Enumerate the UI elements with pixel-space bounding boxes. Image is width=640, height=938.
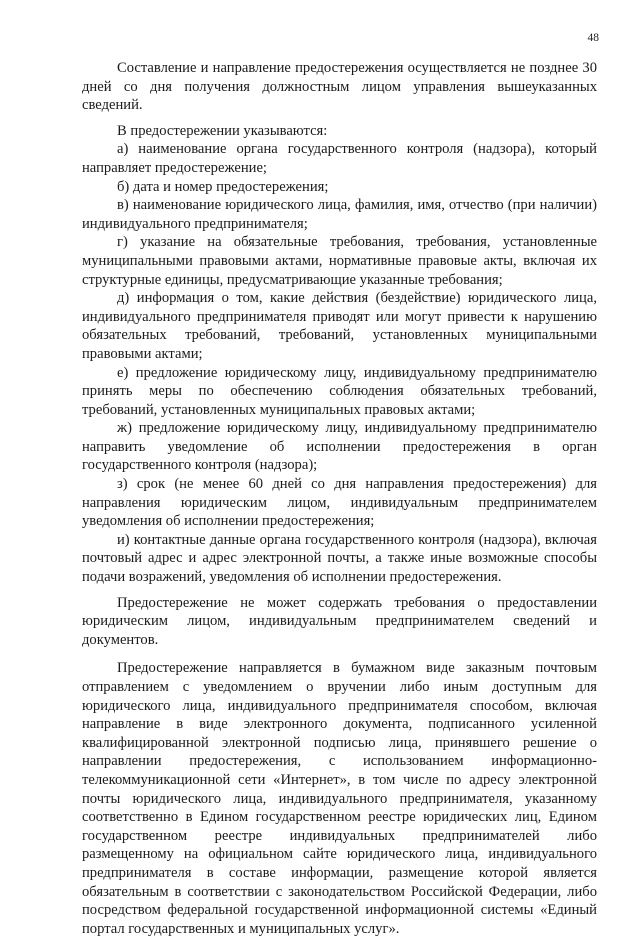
list-item-a: а) наименование органа государственного контроля (надзора), который направляет предостережение; bbox=[82, 141, 597, 176]
list-item-d: д) информация о том, какие действия (бездействие) юридического лица, индивидуального предпринимателя приводят или могут привести к нарушению обязательных требований, требований, установленных муниципальными правовыми актами; bbox=[82, 290, 597, 362]
document-body bbox=[82, 59, 597, 938]
paragraph-restriction: Предостережение не может содержать требования о предоставлении юридическим лицом, индивидуальным предпринимателем сведений и документов. bbox=[82, 594, 597, 648]
list-item-v: в) наименование юридического лица, фамилия, имя, отчество (при наличии) индивидуального предпринимателя; bbox=[82, 197, 597, 232]
paragraph-delivery: Предостережение направляется в бумажном виде заказным почтовым отправлением с уведомлением о вручении либо иным доступным для юридического лица, индивидуального предпринимателя способом, включая направление в виде электронного документа, подписанного усиленной квалифицированной электронной подписью лица, принявшего решение о направлении предостережения, с использованием информационно-телекоммуникационной сети «Интернет», в том числе по адресу электронной почты юридического лица, индивидуального предпринимателя, указанному соответственно в Едином государственном реестре юридических лиц, Едином государственном реестре индивидуальных предпринимателей либо размещенному на официальном сайте юридического лица, индивидуального предпринимателя в составе информации, размещение которой является обязательным в соответствии с законодательством Российской Федерации, либо посредством федеральной государственной информационной системы «Единый портал государственных и муниципальных услуг». bbox=[82, 660, 597, 937]
paragraph-deadline: Составление и направление предостережения осуществляется не позднее 30 дней со дня получения должностным лицом управления вышеуказанных сведений. bbox=[82, 60, 597, 114]
list-item-z: з) срок (не менее 60 дней со дня направления предостережения) для направления юридическим лицом, индивидуальным предпринимателем уведомления об исполнении предостережения; bbox=[82, 476, 597, 530]
page-number: 48 bbox=[587, 32, 599, 44]
list-item-g: г) указание на обязательные требования, требования, установленные муниципальными правовыми актами, нормативные правовые акты, включая их структурные единицы, предусматривающие указанные требования; bbox=[82, 234, 597, 288]
list-item-b: б) дата и номер предостережения; bbox=[117, 178, 329, 195]
paragraph-contents-intro: В предостережении указываются: bbox=[117, 122, 328, 139]
list-item-e: е) предложение юридическому лицу, индивидуальному предпринимателю принять меры по обеспечению соблюдения обязательных требований, требований, установленных муниципальных правовых актами; bbox=[82, 364, 597, 418]
list-item-i: и) контактные данные органа государственного контроля (надзора), включая почтовый адрес и адрес электронной почты, а также иные возможные способы подачи возражений, уведомления об исполнении предостережения. bbox=[82, 531, 597, 586]
list-item-zh: ж) предложение юридическому лицу, индивидуальному предпринимателю направить уведомление об исполнении предостережения в орган государственного контроля (надзора); bbox=[82, 420, 597, 474]
